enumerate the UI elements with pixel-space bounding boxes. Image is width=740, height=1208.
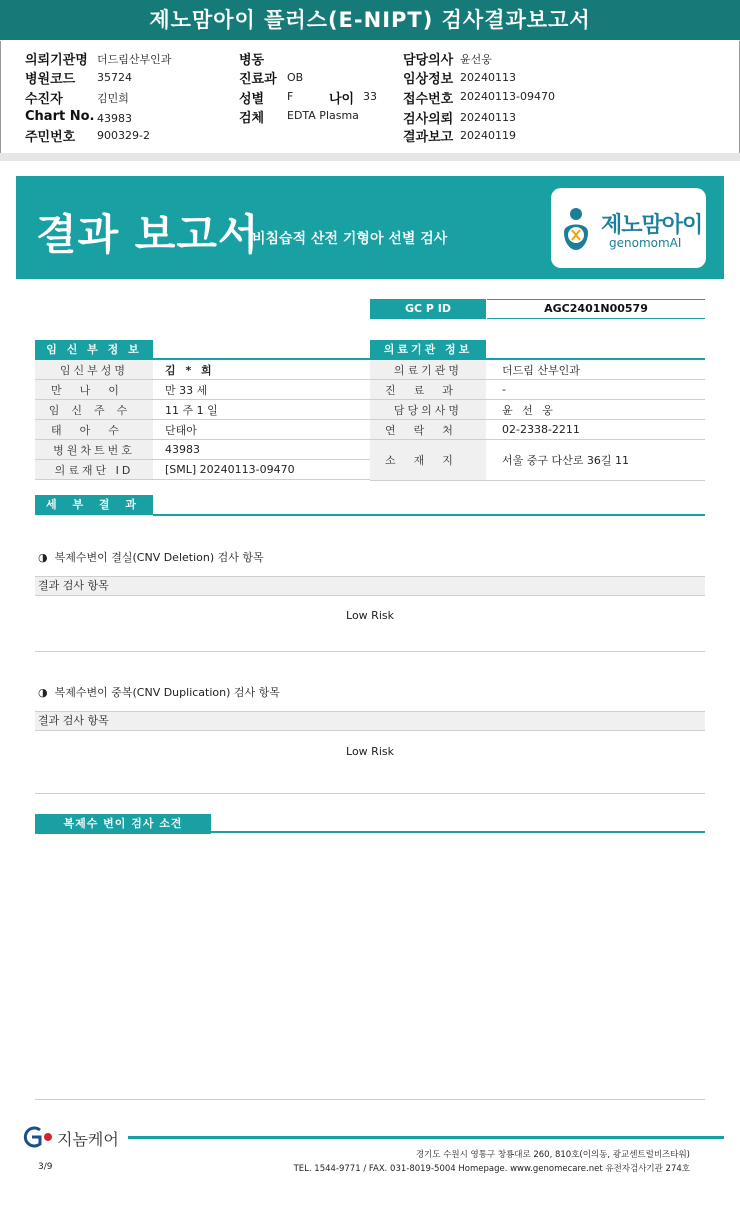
pregnant-info-table [35, 360, 370, 480]
row-label: 담당의사명 [370, 400, 486, 420]
row-label: 의료기관명 [370, 360, 486, 380]
genomecare-logo-text: 지놈케어 [57, 1130, 119, 1149]
row-value: 만 33 세 [153, 380, 370, 400]
row-value: 윤 선 웅 [486, 400, 705, 420]
info-label: 주민번호 [25, 130, 76, 145]
info-label: 임상정보 [403, 72, 454, 87]
table-row [35, 360, 370, 380]
footer-address: 경기도 수원시 영통구 창룡대로 260, 810호(이의동, 광교센트럴비즈타워) [415, 1150, 690, 1160]
row-value: - [486, 380, 705, 400]
deletion-column-header: 결과 검사 항목 [35, 576, 705, 596]
logo-english: genomomAI [609, 236, 682, 250]
info-value: 900329-2 [97, 129, 150, 142]
duplication-title-text: 복제수변이 중복(CNV Duplication) 검사 항목 [54, 686, 280, 699]
section-line [153, 514, 705, 516]
pregnant-info-tab: 임 신 부 정 보 [35, 340, 153, 360]
row-value: 더드림 산부인과 [486, 360, 705, 380]
info-value: 35724 [97, 71, 132, 84]
page-number: 3/9 [38, 1162, 53, 1172]
logo-korean: 제노맘아이 [601, 213, 703, 238]
genomom-logo [551, 188, 706, 268]
deletion-title-text: 복제수변이 결실(CNV Deletion) 검사 항목 [54, 551, 264, 564]
table-row [370, 380, 705, 400]
row-label: 임신주수 [35, 400, 153, 420]
info-value: OB [287, 71, 304, 84]
row-value: [SML] 20240113-09470 [153, 460, 370, 480]
result-banner [16, 176, 724, 279]
duplication-result: Low Risk [346, 745, 394, 758]
info-label: 병동 [239, 53, 265, 68]
gcp-id-label: GC P ID [370, 299, 486, 319]
row-label: 소재지 [370, 440, 486, 481]
deletion-section-title [38, 549, 264, 565]
table-row [370, 360, 705, 380]
genomom-emblem-icon [559, 206, 593, 252]
half-circle-icon: ◑ [38, 551, 48, 564]
row-label: 진료과 [370, 380, 486, 400]
info-label: 병원코드 [25, 72, 76, 87]
info-label: 진료과 [239, 72, 277, 87]
footer-contact: TEL. 1544-9771 / FAX. 031-8019-5004 Homepage. www.genomecare.net 유전자검사기관 274호 [293, 1164, 690, 1174]
banner-title: 결과 보고서 [36, 210, 260, 259]
divider [35, 651, 705, 652]
row-value: 서울 중구 다산로 36길 11 [486, 440, 705, 481]
info-label: 나이 [329, 92, 355, 107]
info-value: 20240113-09470 [460, 90, 555, 103]
info-label: 성별 [239, 92, 265, 107]
opinion-tab: 복제수 변이 검사 소견 [35, 814, 211, 834]
info-label: 검체 [239, 111, 265, 126]
row-label: 임신부성명 [35, 360, 153, 380]
row-label: 의료재단 ID [35, 460, 153, 480]
row-value: 단태아 [153, 420, 370, 440]
info-value: 20240119 [460, 129, 516, 142]
info-label: 수진자 [25, 92, 63, 107]
divider [35, 793, 705, 794]
table-row [370, 400, 705, 420]
duplication-section-title [38, 684, 280, 700]
info-label: 접수번호 [403, 92, 454, 107]
row-label: 병원차트번호 [35, 440, 153, 460]
details-tab: 세 부 결 과 [35, 495, 153, 515]
banner-subtitle: 비침습적 산전 기형아 선별 검사 [252, 231, 448, 247]
deletion-result: Low Risk [346, 609, 394, 622]
table-row [35, 380, 370, 400]
info-label: 담당의사 [403, 53, 454, 68]
table-row [35, 460, 370, 480]
institution-info-tab: 의료기관 정보 [370, 340, 486, 360]
table-row [35, 420, 370, 440]
info-label: 결과보고 [403, 130, 454, 145]
row-label: 만나이 [35, 380, 153, 400]
info-label: 검사의뢰 [403, 112, 454, 127]
report-title: 제노맘아이 플러스(E-NIPT) 검사결과보고서 [0, 0, 740, 40]
table-row [370, 420, 705, 440]
info-value: 43983 [97, 112, 132, 125]
footer-bar [128, 1136, 724, 1139]
duplication-column-header: 결과 검사 항목 [35, 711, 705, 731]
genomecare-logo-icon [18, 1124, 58, 1150]
section-line [211, 831, 705, 833]
table-row [370, 440, 705, 481]
info-value: 윤선웅 [460, 53, 492, 66]
info-value: EDTA Plasma [287, 109, 359, 122]
divider-bar [0, 153, 740, 161]
institution-info-table [370, 360, 705, 481]
info-value: 20240113 [460, 111, 516, 124]
info-value: 33 [363, 90, 377, 103]
row-value: 43983 [153, 440, 370, 460]
row-value: 11 주 1 일 [153, 400, 370, 420]
gcp-id-value: AGC2401N00579 [487, 299, 705, 319]
half-circle-icon: ◑ [38, 686, 48, 699]
info-value: 20240113 [460, 71, 516, 84]
table-row [35, 440, 370, 460]
row-label: 연락처 [370, 420, 486, 440]
table-row [35, 400, 370, 420]
info-label: Chart No. [25, 109, 95, 124]
info-label: 의뢰기관명 [25, 53, 88, 68]
footer-divider [35, 1099, 705, 1100]
info-value: F [287, 90, 294, 103]
info-value: 김민희 [97, 92, 129, 105]
row-value: 김 * 희 [153, 360, 370, 380]
row-value: 02-2338-2211 [486, 420, 705, 440]
row-label: 태아수 [35, 420, 153, 440]
patient-info-box [0, 41, 740, 154]
info-value: 더드림산부인과 [97, 53, 172, 66]
